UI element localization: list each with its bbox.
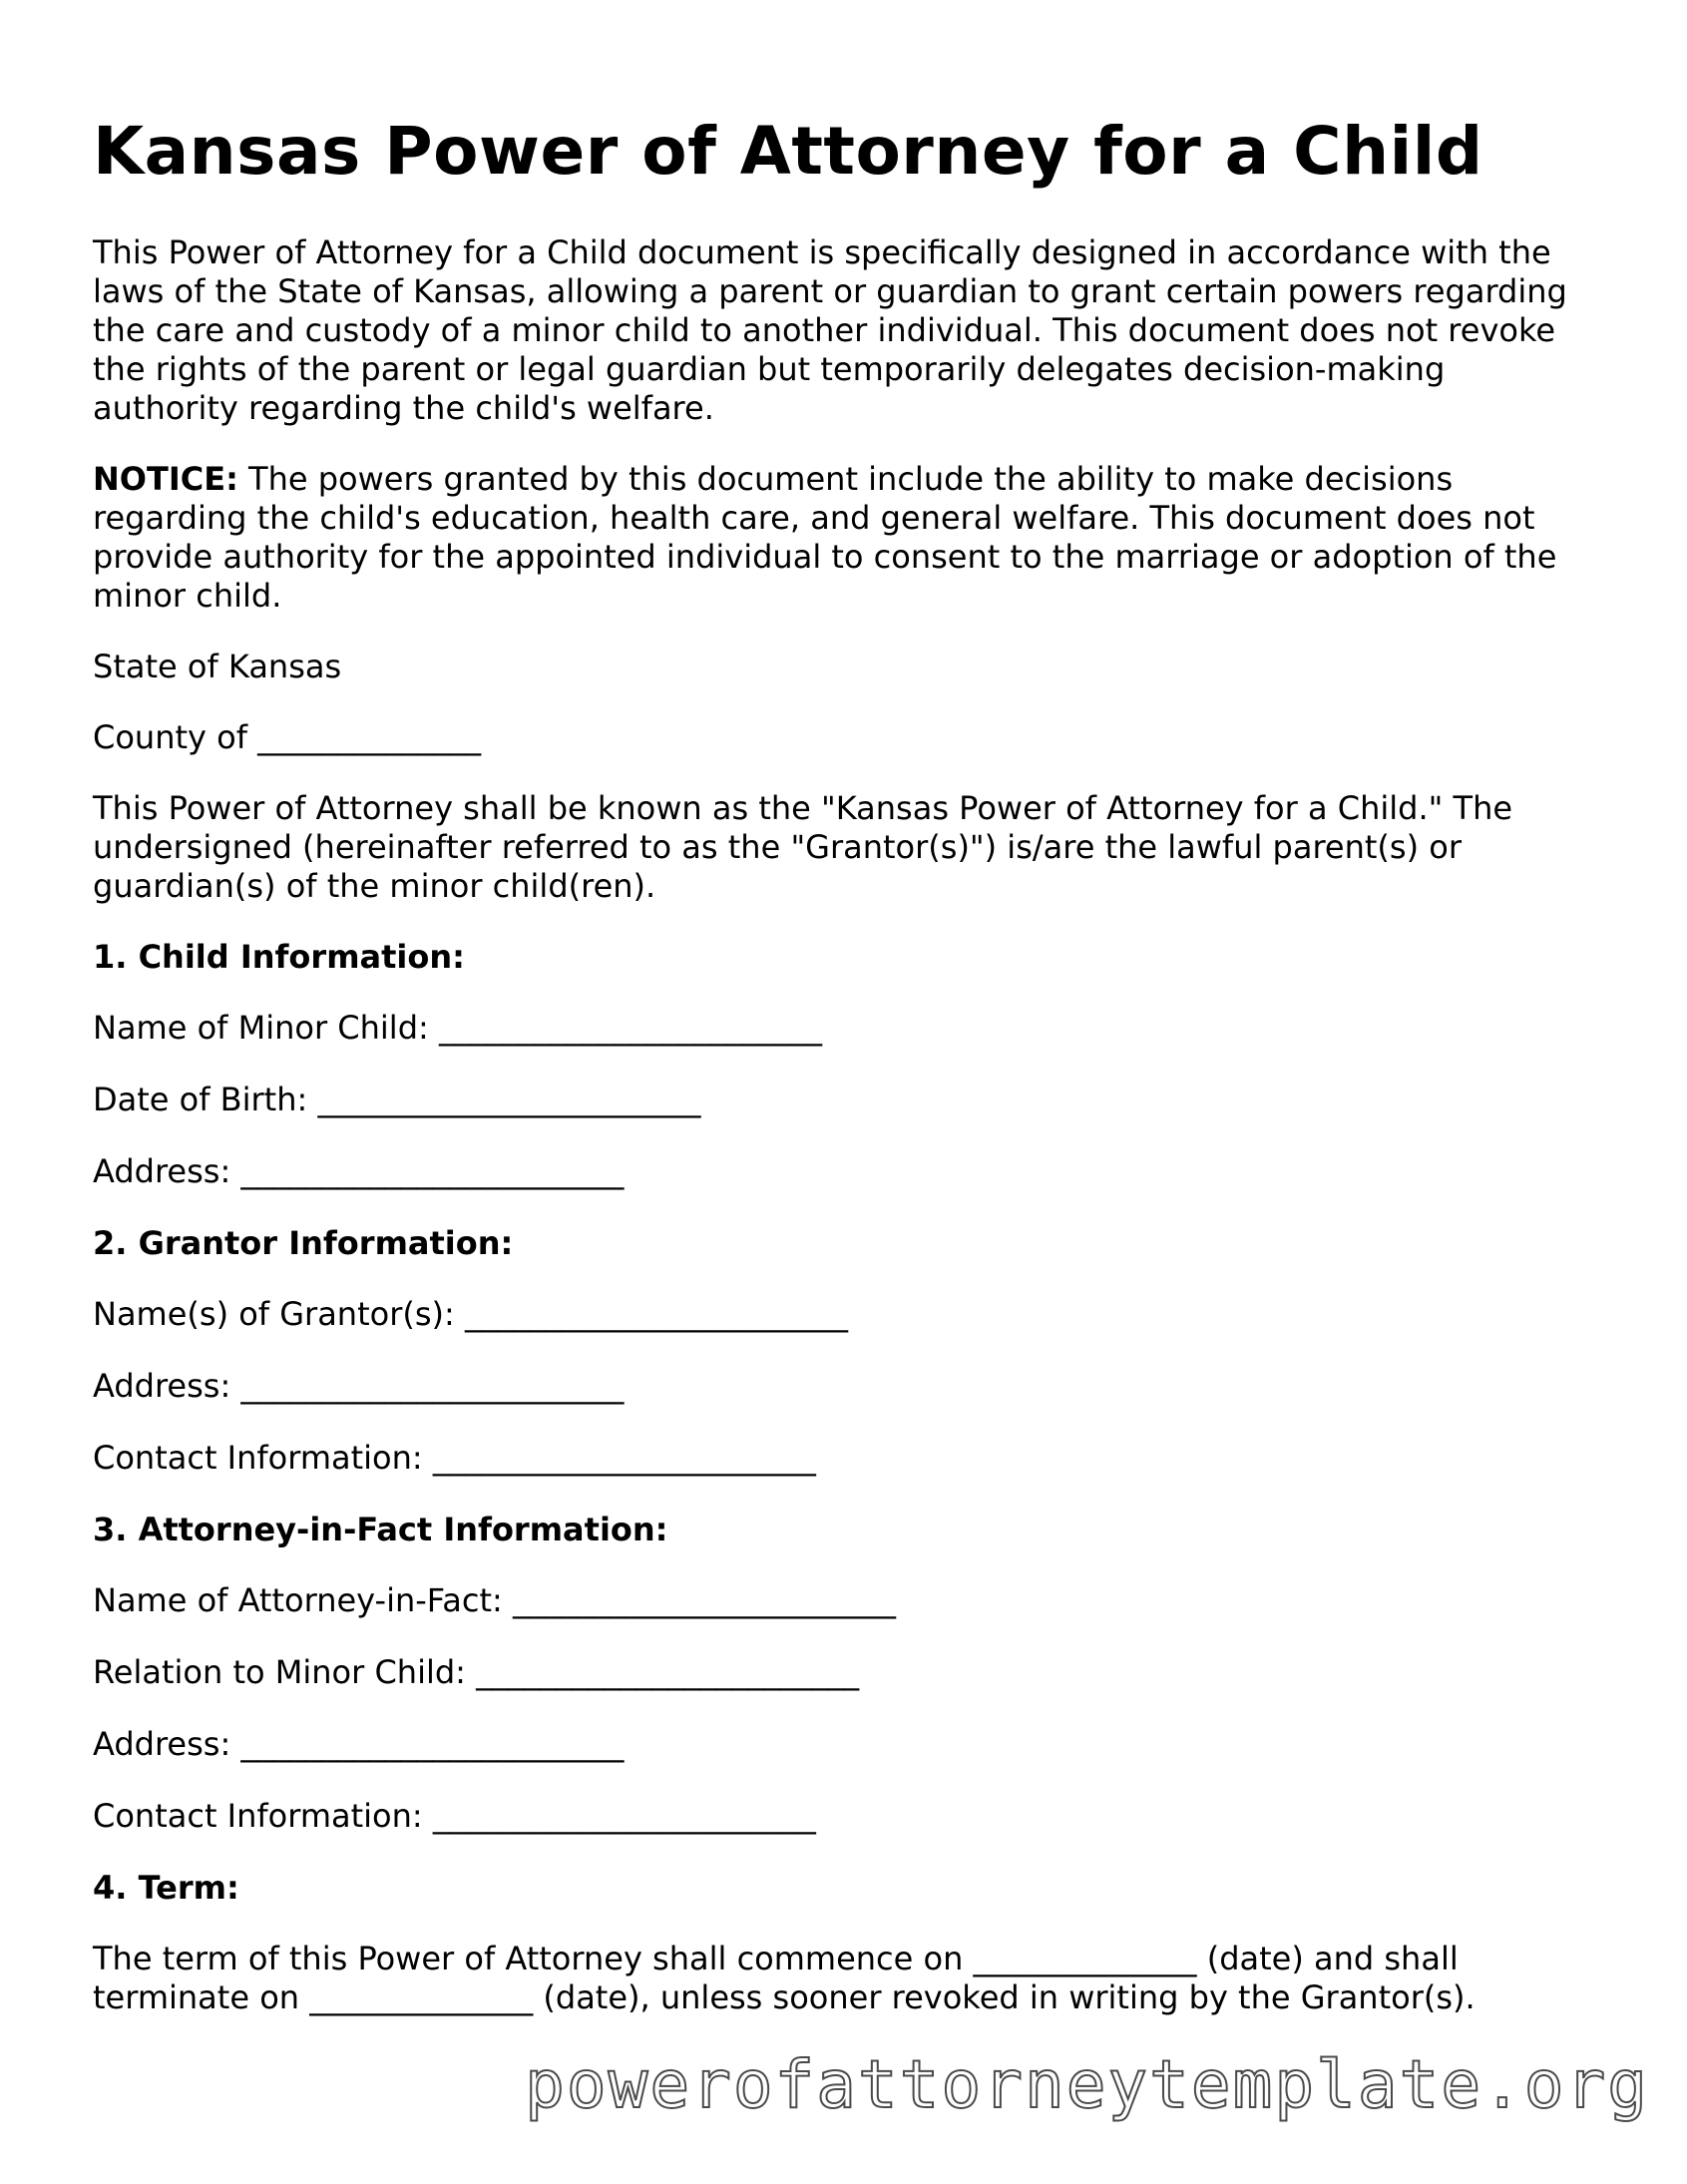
grantor-names-field: Name(s) of Grantor(s): ________________________ — [93, 1295, 848, 1333]
state-line: State of Kansas — [93, 648, 342, 685]
document-body — [93, 112, 1594, 2049]
notice-label: NOTICE: — [93, 460, 238, 498]
section-heading-attorney: 3. Attorney-in-Fact Information: — [93, 1511, 668, 1548]
child-address-field: Address: ________________________ — [93, 1152, 625, 1190]
attorney-address-field: Address: ________________________ — [93, 1725, 625, 1763]
attorney-name-field: Name of Attorney-in-Fact: ________________________ — [93, 1581, 896, 1619]
section-heading-child: 1. Child Information: — [93, 938, 465, 976]
child-dob-field: Date of Birth: ________________________ — [93, 1081, 701, 1118]
page-title: Kansas Power of Attorney for a Child — [93, 113, 1483, 190]
watermark: powerofattorneytemplate.org — [525, 2046, 1649, 2123]
intro-paragraph: This Power of Attorney for a Child document is specifically designed in accordance with the laws of the State of Kansas, allowing a parent or guardian to grant certain powers regarding the care and custody of a minor child to another individual. This document does not revoke the rights of the parent or legal guardian but temporarily delegates decision-making authority regarding the child's welfare. — [93, 233, 1567, 427]
grantor-address-field: Address: ________________________ — [93, 1367, 625, 1405]
grantor-contact-field: Contact Information: ________________________ — [93, 1439, 816, 1477]
designation-paragraph: This Power of Attorney shall be known as the "Kansas Power of Attorney for a Child." The undersigned (hereinafter referred to as the "Grantor(s)") is/are the lawful parent(s) or guardian(s) of the minor child(ren). — [93, 789, 1513, 905]
notice-text: The powers granted by this document include the ability to make decisions regarding the child's education, health care, and general welfare. This document does not provide authority for the appointed individual to consent to the marriage or adoption of the minor child. — [93, 460, 1557, 615]
county-line: County of ______________ — [93, 718, 482, 756]
section-heading-grantor: 2. Grantor Information: — [93, 1224, 514, 1262]
attorney-relation-field: Relation to Minor Child: ________________________ — [93, 1653, 860, 1691]
attorney-contact-field: Contact Information: ________________________ — [93, 1797, 816, 1835]
notice-paragraph — [93, 460, 1594, 616]
term-paragraph: The term of this Power of Attorney shall commence on ______________ (date) and shall terminate on ______________ (date), unless sooner revoked in writing by the Grantor(s). — [93, 1940, 1476, 2016]
section-heading-term: 4. Term: — [93, 1869, 239, 1907]
child-name-field: Name of Minor Child: ________________________ — [93, 1009, 822, 1047]
